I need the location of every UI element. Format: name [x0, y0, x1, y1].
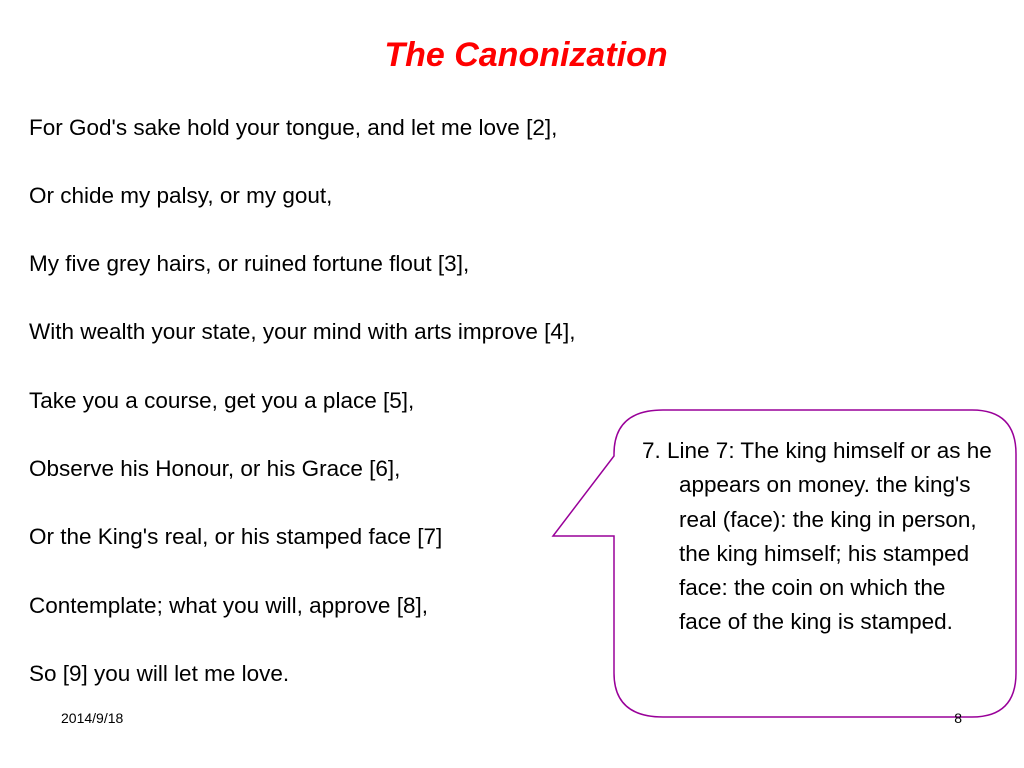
poem-line-6: Observe his Honour, or his Grace [6],	[29, 456, 401, 481]
poem-line-7: Or the King's real, or his stamped face [7]	[29, 524, 443, 549]
callout-note-text: 7. Line 7: The king himself or as he appears on money. the king's real (face): the king in person, the king himself; his stamped face: the coin on which the face of the king is stamped.	[642, 438, 992, 635]
slide-title: The Canonization	[384, 36, 668, 74]
poem-line-2: Or chide my palsy, or my gout,	[29, 183, 333, 208]
footer-date: 2014/9/18	[61, 710, 124, 726]
poem-line-5: Take you a course, get you a place [5],	[29, 388, 415, 413]
slide-page-number: 8	[954, 710, 962, 726]
poem-line-1: For God's sake hold your tongue, and let me love [2],	[29, 115, 558, 140]
poem-line-8: Contemplate; what you will, approve [8],	[29, 593, 428, 618]
poem-line-9: So [9] you will let me love.	[29, 661, 290, 686]
poem-line-4: With wealth your state, your mind with arts improve [4],	[29, 319, 576, 344]
poem-line-3: My five grey hairs, or ruined fortune flout [3],	[29, 251, 470, 276]
